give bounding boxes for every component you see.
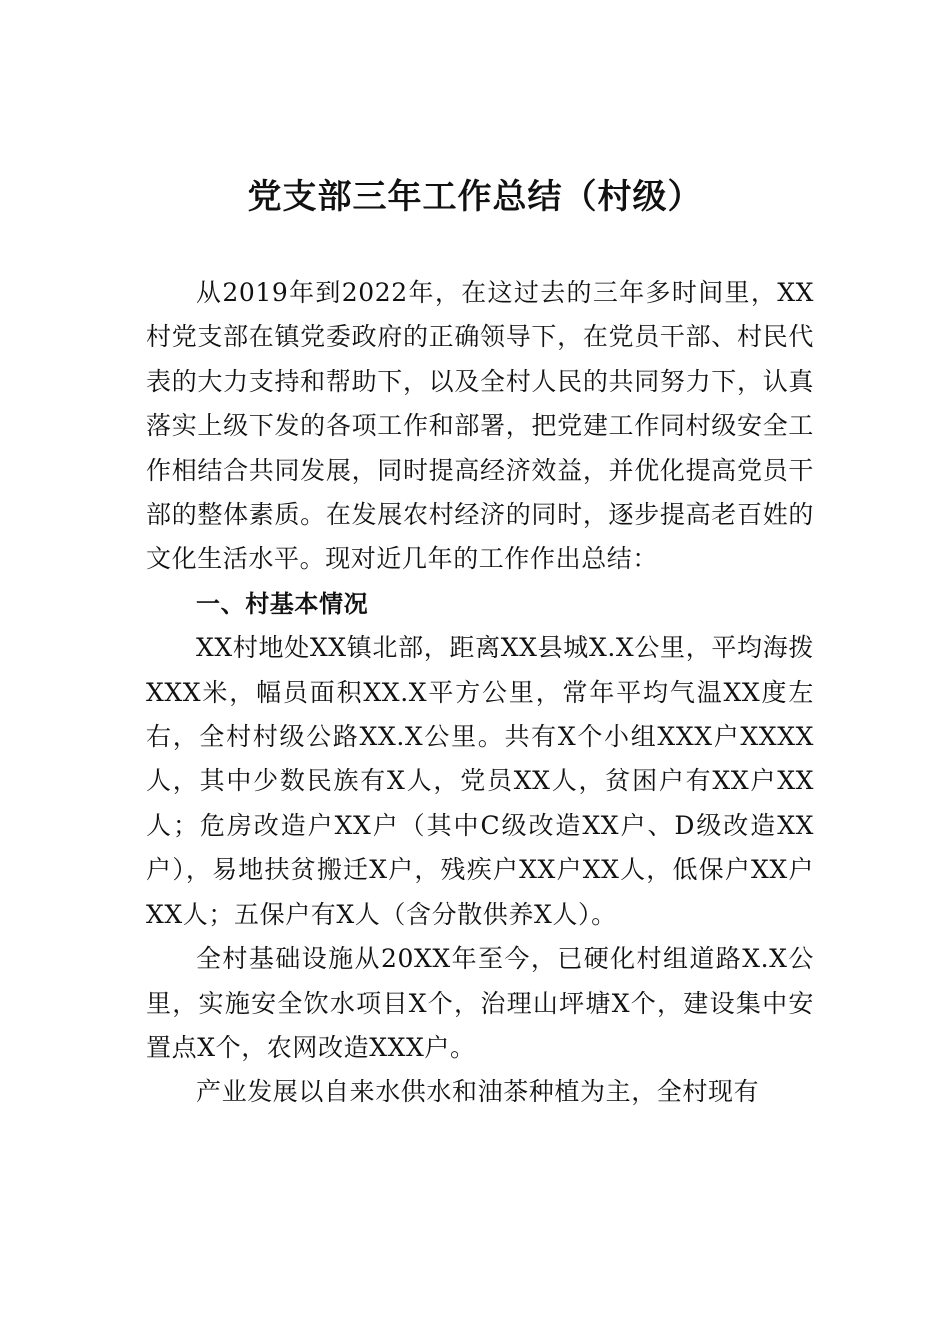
industry-paragraph: 产业发展以自来水供水和油茶种植为主，全村现有 [196, 1077, 760, 1107]
document-title: 党支部三年工作总结（村级） [247, 177, 703, 217]
infrastructure-paragraph: 全村基础设施从20XX年至今，已硬化村组道路X.X公里，实施安全饮水项目X个，治理山坪塘X个，建设集中安置点X个，农网改造XXX户。 [146, 944, 814, 1062]
section-heading-basic-info: 一、村基本情况 [196, 589, 369, 618]
document-body [146, 271, 814, 1115]
intro-paragraph: 从2019年到2022年，在这过去的三年多时间里，XX村党支部在镇党委政府的正确领导下，在党员干部、村民代表的大力支持和帮助下，以及全村人民的共同努力下，认真落实上级下发的各项工作和部署，把党建工作同村级安全工作相结合共同发展，同时提高经济效益，并优化提高党员干部的整体素质。在发展农村经济的同时，逐步提高老百姓的文化生活水平。现对近几年的工作作出总结： [146, 278, 814, 574]
basic-info-paragraph: XX村地处XX镇北部，距离XX县城X.X公里，平均海拨XXX米，幅员面积XX.X平方公里，常年平均气温XX度左右，全村村级公路XX.X公里。共有X个小组XXX户XXXX人，其中少数民族有X人，党员XX人，贫困户有XX户XX人；危房改造户XX户（其中C级改造XX户、D级改造XX户），易地扶贫搬迁X户，残疾户XX户XX人，低保户XX户XX人；五保户有X人（含分散供养X人）。 [146, 633, 814, 929]
